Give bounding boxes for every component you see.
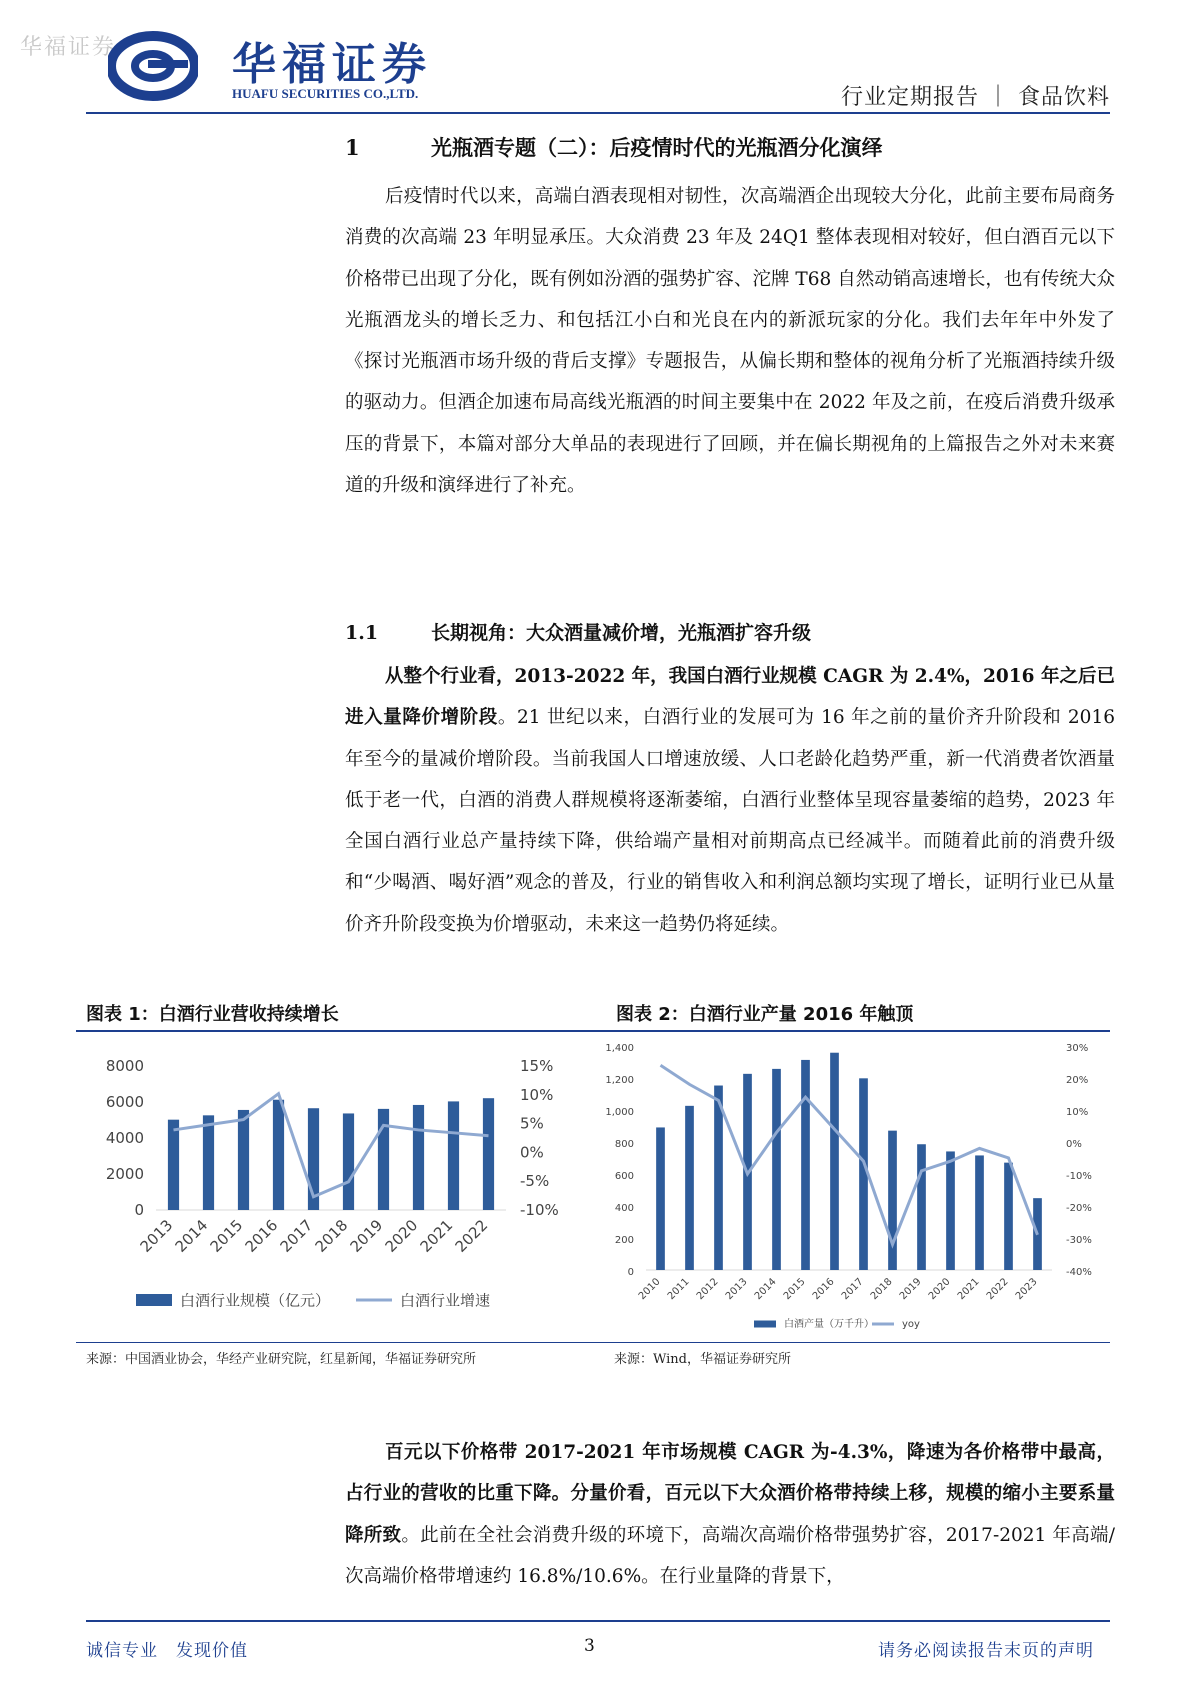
chart1-left-tick: 4000 xyxy=(105,1129,144,1147)
chart2-legend-line-label: yoy xyxy=(902,1319,920,1330)
chart1-left-tick: 8000 xyxy=(105,1057,144,1075)
chart2-left-tick: 1,200 xyxy=(605,1075,634,1086)
chart1-bar xyxy=(203,1115,214,1210)
chart2-right-tick: -30% xyxy=(1066,1235,1092,1246)
brand-name-en: HUAFU SECURITIES CO.,LTD. xyxy=(232,86,419,101)
chart2-x-tick: 2023 xyxy=(1013,1276,1040,1303)
chart2-bar xyxy=(801,1060,810,1270)
chart2-x-tick: 2014 xyxy=(752,1276,779,1303)
chart2-left-tick: 1,400 xyxy=(605,1043,634,1054)
chart2-bar xyxy=(1004,1163,1013,1270)
chart1-x-tick: 2014 xyxy=(171,1216,212,1256)
chart1-right-tick: 0% xyxy=(520,1143,544,1162)
figure-1-title: 图表 1：白酒行业营收持续增长 xyxy=(86,1004,339,1025)
chart2-legend-bar-label: 白酒产量（万千升） xyxy=(784,1319,874,1330)
chart1-x-tick: 2019 xyxy=(346,1216,387,1256)
price-band-text: 。此前在全社会消费升级的环境下，高端次高端价格带强势扩容，2017-2021 年高端/次高端价格带增速约 16.8%/10.6%。在行业量降的背景下， xyxy=(345,1524,1115,1587)
watermark: 华福证券 xyxy=(20,35,117,60)
chart2-bar xyxy=(946,1151,955,1270)
chart1-right-tick: 10% xyxy=(520,1085,554,1104)
chart2-x-tick: 2016 xyxy=(810,1276,837,1303)
chart1-x-tick: 2015 xyxy=(206,1216,247,1256)
chart1-right-tick: 5% xyxy=(520,1114,544,1133)
chart1-x-tick: 2018 xyxy=(311,1216,352,1256)
figure-1-bottom-rule xyxy=(76,1342,606,1343)
chart2-right-tick: 20% xyxy=(1066,1075,1089,1086)
figure-1-chart xyxy=(76,1034,606,1334)
footer-divider xyxy=(86,1620,1110,1622)
chart1-bar xyxy=(483,1098,494,1210)
chart1-x-tick: 2022 xyxy=(451,1216,492,1256)
figure-1-top-rule xyxy=(76,1030,606,1032)
chart1-legend-line-label: 白酒行业增速 xyxy=(400,1291,491,1310)
section-1-number: 1 xyxy=(345,135,360,160)
chart2-right-tick: -20% xyxy=(1066,1203,1092,1214)
chart1-right-tick: -10% xyxy=(520,1201,559,1219)
section-1-paragraph: 后疫情时代以来，高端白酒表现相对韧性，次高端酒企出现较大分化，此前主要布局商务消费的次高端 23 年明显承压。大众消费 23 年及 24Q1 整体表现相对较好，但白酒百元以下价格带已出现了分化，既有例如汾酒的强势扩容、沱牌 T68 自然动销高速增长，也有传统大众光瓶酒龙头的增长乏力、和包括江小白和光良在内的新派玩家的分化。我们去年年中外发了《探讨光瓶酒市场升级的背后支撑》专题报告，从偏长期和整体的视角分析了光瓶酒持续升级的驱动力。但酒企加速布局高线光瓶酒的时间主要集中在 2022 年及之前，在疫后消费升级承压的背景下，本篇对部分大单品的表现进行了回顾，并在偏长期视角的上篇报告之外对未来赛道的升级和演绎进行了补充。 xyxy=(345,186,1115,497)
footer-slogan: 诚信专业 发现价值 xyxy=(86,1641,248,1661)
header-divider xyxy=(86,112,1110,114)
chart2-right-tick: 0% xyxy=(1066,1139,1082,1150)
chart2-left-tick: 800 xyxy=(614,1139,634,1150)
chart2-x-tick: 2010 xyxy=(636,1276,663,1303)
price-band-paragraph xyxy=(345,1432,1115,1597)
price-band-bold-lead: 百元以下价格带 2017-2021 年市场规模 CAGR 为-4.3%，降速为各价格带中最高，占行业的营收的比重下降。分量价看，百元以下大众酒价格带持续上移，规模的缩小主要系量降所致 xyxy=(345,1442,1115,1546)
section-1-1-text: 。21 世纪以来，白酒行业的发展可为 16 年之前的量价齐升阶段和 2016 年至今的量减价增阶段。当前我国人口增速放缓、人口老龄化趋势严重，新一代消费者饮酒量低于老一代，白酒的消费人群规模将逐渐萎缩，白酒行业整体呈现容量萎缩的趋势，2023 年全国白酒行业总产量持续下降，供给端产量相对前期高点已经减半。而随着此前的消费升级和“少喝酒、喝好酒”观念的普及，行业的销售收入和利润总额均实现了增长，证明行业已从量价齐升阶段变换为价增驱动，未来这一趋势仍将延续。 xyxy=(345,707,1115,935)
chart2-bar xyxy=(714,1086,723,1270)
chart1-x-tick: 2020 xyxy=(381,1216,422,1256)
chart2-x-tick: 2017 xyxy=(839,1276,866,1303)
footer-disclaimer: 请务必阅读报告末页的声明 xyxy=(878,1641,1094,1661)
section-1-1-paragraph xyxy=(345,656,1115,945)
section-1-title: 光瓶酒专题（二）：后疫情时代的光瓶酒分化演绎 xyxy=(431,135,883,160)
chart2-bar xyxy=(975,1155,984,1270)
figure-2-chart xyxy=(604,1034,1110,1334)
figure-2-source: 来源：Wind，华福证券研究所 xyxy=(614,1352,791,1367)
chart2-left-tick: 600 xyxy=(614,1171,634,1182)
chart1-left-tick: 6000 xyxy=(105,1093,144,1111)
figure-2-title: 图表 2：白酒行业产量 2016 年触顶 xyxy=(616,1004,914,1025)
chart1-bar xyxy=(168,1120,179,1210)
chart2-right-tick: 10% xyxy=(1066,1107,1089,1118)
report-type: 行业定期报告 ｜ 食品饮料 xyxy=(841,85,1110,110)
chart1-right-tick: -5% xyxy=(520,1172,550,1191)
chart2-left-tick: 400 xyxy=(614,1203,634,1214)
figure-2-bottom-rule xyxy=(604,1342,1110,1343)
brand-name-cn: 华福证券 xyxy=(232,39,432,90)
chart2-right-tick: 30% xyxy=(1066,1043,1089,1054)
chart1-x-tick: 2021 xyxy=(416,1216,457,1256)
chart2-x-tick: 2015 xyxy=(781,1276,808,1303)
chart1-right-tick: 15% xyxy=(520,1057,554,1075)
section-1-1-heading xyxy=(345,618,811,645)
chart2-x-tick: 2020 xyxy=(926,1276,953,1303)
chart1-legend-bar-swatch xyxy=(136,1294,172,1306)
chart1-x-tick: 2016 xyxy=(241,1216,282,1256)
chart2-left-tick: 1,000 xyxy=(605,1107,634,1118)
chart2-x-tick: 2013 xyxy=(723,1276,750,1303)
chart1-bar xyxy=(343,1113,354,1210)
chart2-left-tick: 200 xyxy=(614,1235,634,1246)
chart1-bar xyxy=(273,1100,284,1210)
chart2-bar xyxy=(656,1127,665,1270)
figure-2-top-rule xyxy=(604,1030,1110,1032)
chart2-right-tick: -10% xyxy=(1066,1171,1092,1182)
chart1-yoy-line xyxy=(174,1094,489,1197)
chart2-bar xyxy=(772,1069,781,1270)
section-1-1-bold-lead: 从整个行业看，2013-2022 年，我国白酒行业规模 CAGR 为 2.4%，2016 年之后已进入量降价增阶段 xyxy=(345,666,1115,729)
chart2-bar xyxy=(830,1053,839,1270)
chart1-x-tick: 2017 xyxy=(276,1216,317,1256)
chart2-legend-bar-swatch xyxy=(754,1321,776,1328)
chart2-x-tick: 2011 xyxy=(665,1276,692,1303)
chart2-bar xyxy=(888,1131,897,1270)
section-1-heading xyxy=(345,132,883,162)
chart2-x-tick: 2022 xyxy=(984,1276,1011,1303)
chart2-x-tick: 2018 xyxy=(868,1276,895,1303)
chart1-bar xyxy=(448,1101,459,1210)
chart1-bar xyxy=(238,1110,249,1210)
page-number: 3 xyxy=(584,1636,595,1656)
chart1-left-tick: 0 xyxy=(134,1201,144,1219)
chart1-left-tick: 2000 xyxy=(105,1165,144,1183)
chart1-x-tick: 2013 xyxy=(136,1216,177,1256)
figure-1-source: 来源：中国酒业协会，华经产业研究院，红星新闻，华福证券研究所 xyxy=(86,1352,477,1367)
chart2-x-tick: 2012 xyxy=(694,1276,721,1303)
chart2-bar xyxy=(917,1144,926,1270)
section-1-1-title: 长期视角：大众酒量减价增，光瓶酒扩容升级 xyxy=(431,622,812,644)
chart2-right-tick: -40% xyxy=(1066,1267,1092,1278)
chart2-bar xyxy=(685,1106,694,1270)
chart1-bar xyxy=(413,1105,424,1210)
chart2-x-tick: 2021 xyxy=(955,1276,982,1303)
section-1-1-number: 1.1 xyxy=(345,622,379,644)
chart1-legend-bar-label: 白酒行业规模（亿元） xyxy=(180,1291,331,1310)
chart2-left-tick: 0 xyxy=(627,1267,634,1278)
chart2-x-tick: 2019 xyxy=(897,1276,924,1303)
huafu-logo-icon xyxy=(108,30,198,102)
